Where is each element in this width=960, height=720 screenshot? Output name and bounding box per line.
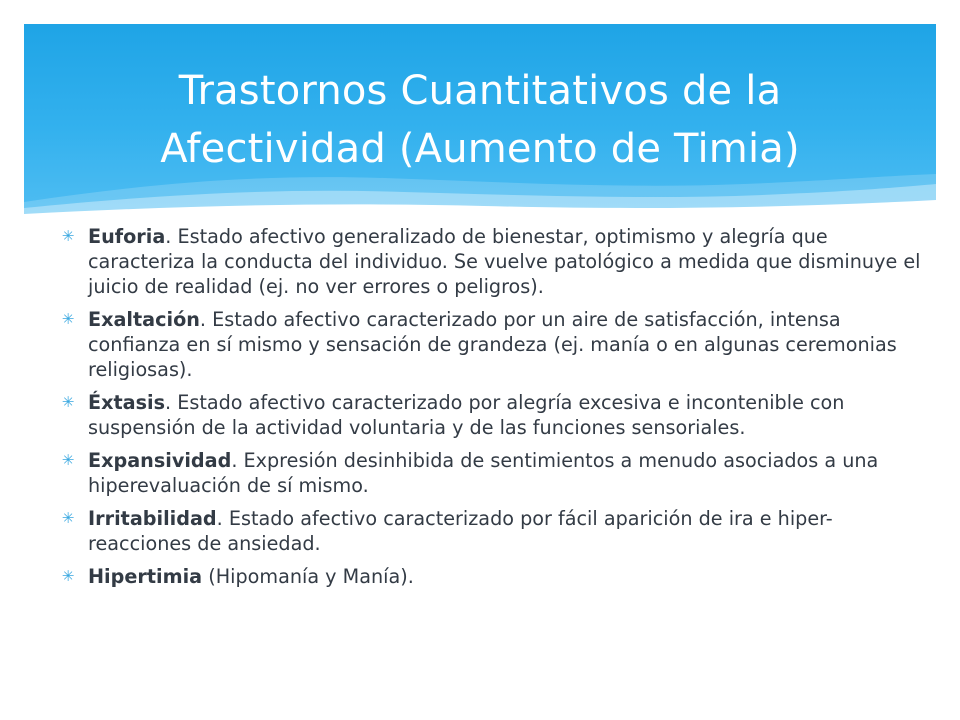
list-item <box>60 506 930 556</box>
item-text: . Expresión desinhibida de sentimientos a menudo asociados a una hiperevaluación de sí mismo. <box>88 449 879 497</box>
asterisk-icon: ✳ <box>61 451 75 469</box>
asterisk-icon: ✳ <box>61 393 75 411</box>
list-item <box>60 448 930 498</box>
slide-title <box>24 62 936 178</box>
item-term: Hipertimia <box>88 565 203 588</box>
item-text: . Estado afectivo generalizado de bienestar, optimismo y alegría que caracteriza la conducta del individuo. Se vuelve patológico a medida que disminuye el juicio de realidad (ej. no ver errores o peligros). <box>88 225 921 298</box>
item-term: Éxtasis <box>88 391 166 414</box>
item-text: (Hipomanía y Manía). <box>202 565 414 588</box>
bullet-content <box>60 224 930 597</box>
list-item <box>60 224 930 299</box>
bullet-list <box>60 224 930 589</box>
asterisk-icon: ✳ <box>61 567 75 585</box>
asterisk-icon: ✳ <box>61 227 75 245</box>
item-text: . Estado afectivo caracterizado por alegría excesiva e incontenible con suspensión de la actividad voluntaria y de las funciones sensoriales. <box>88 391 845 439</box>
asterisk-icon: ✳ <box>61 509 75 527</box>
item-term: Exaltación <box>88 308 200 331</box>
item-term: Expansividad <box>88 449 232 472</box>
item-term: Euforia <box>88 225 166 248</box>
item-text: . Estado afectivo caracterizado por fácil aparición de ira e hiper-reacciones de ansiedad. <box>88 507 833 555</box>
title-line-2: Afectividad (Aumento de Timia) <box>160 126 800 172</box>
title-banner <box>24 24 936 214</box>
list-item <box>60 390 930 440</box>
title-line-1: Trastornos Cuantitativos de la <box>178 68 782 114</box>
list-item <box>60 564 930 589</box>
item-term: Irritabilidad <box>88 507 217 530</box>
item-text: . Estado afectivo caracterizado por un aire de satisfacción, intensa confianza en sí mismo y sensación de grandeza (ej. manía o en algunas ceremonias religiosas). <box>88 308 897 381</box>
asterisk-icon: ✳ <box>61 310 75 328</box>
list-item <box>60 307 930 382</box>
